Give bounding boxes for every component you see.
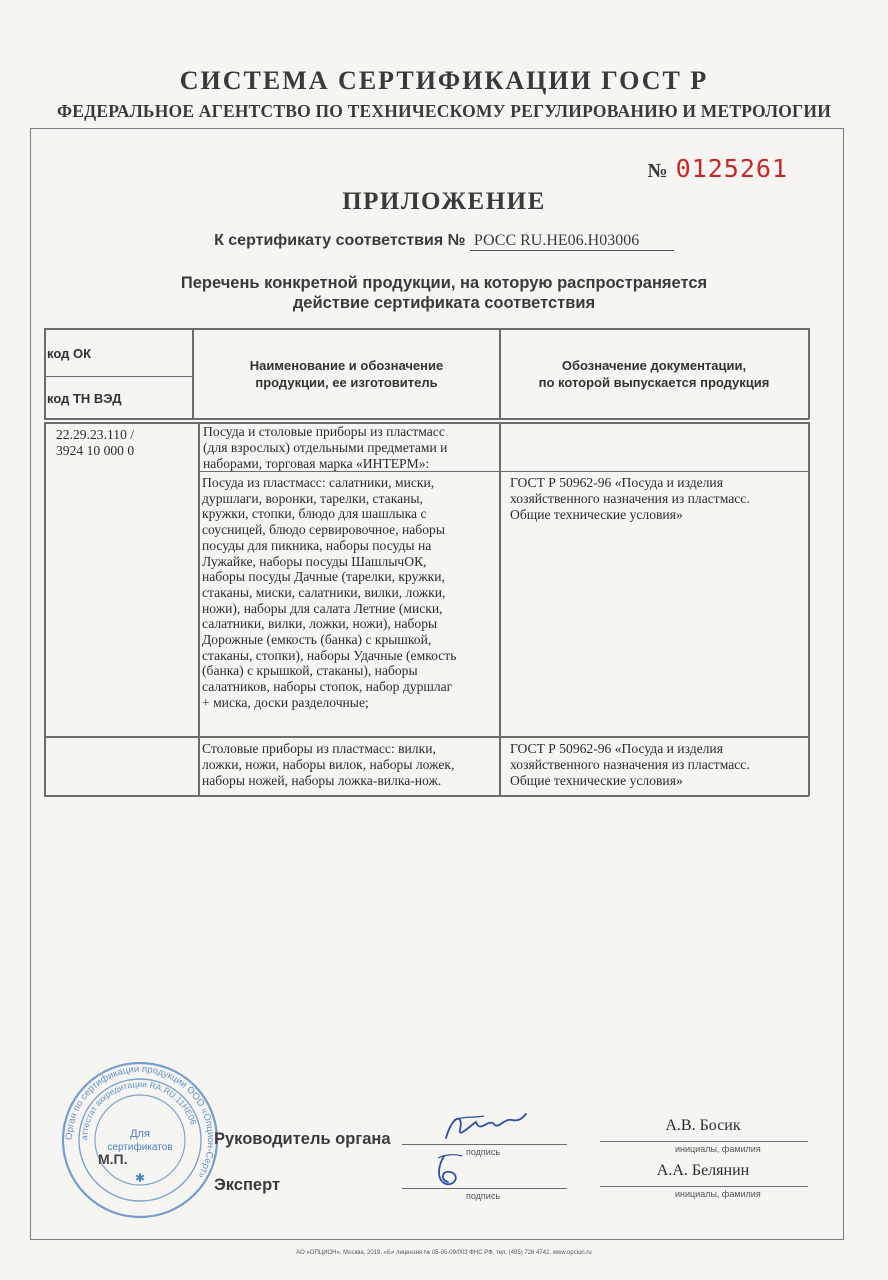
head-signature-caption: подпись (466, 1147, 501, 1157)
row-2-doc-line: хозяйственного назначения из пластмасс. (510, 490, 750, 506)
header-code-ok: код ОК (47, 346, 92, 361)
system-title: СИСТЕМА СЕРТИФИКАЦИИ ГОСТ Р (179, 66, 709, 95)
row-2-product (202, 475, 456, 711)
stamp-center-line-2: сертификатов (107, 1142, 173, 1153)
header-documentation (500, 357, 808, 391)
row-1-product (203, 424, 447, 471)
certificate-reference-value: РОСС RU.НЕ06.Н03006 (470, 232, 674, 251)
row-1-code (56, 427, 134, 459)
agency-subtitle: ФЕДЕРАЛЬНОЕ АГЕНТСТВО ПО ТЕХНИЧЕСКОМУ РЕГУЛИРОВАНИЮ И МЕТРОЛОГИИ (56, 101, 832, 121)
head-name: А.В. Босик (665, 1117, 741, 1134)
stamp-inner-text: аттестат аккредитации RA.RU.11НЕ06 (78, 1078, 199, 1141)
row-1-product-line: наборами, торговая марка «ИНТЕРМ»: (203, 455, 430, 471)
row-2-product-line: стаканы, миски, салатники, вилки, ложки, (202, 584, 446, 600)
stamp-place-label: М.П. (98, 1151, 128, 1167)
row-2-product-line: стаканы, стопки), наборы Удачные (емкость (202, 647, 457, 663)
head-signature-stroke (446, 1114, 526, 1138)
certificate-number-value: 0125261 (675, 154, 788, 183)
certificate-reference-label: К сертификату соответствия № (214, 232, 466, 249)
header-documentation-line-2: по которой выпускается продукция (538, 375, 770, 390)
row-2-product-line: Лужайке, наборы посуды ШашлычОК, (202, 553, 427, 569)
row-2-product-line: наборы посуды Дачные (тарелки, кружки, (202, 569, 445, 585)
row-1-product-line: (для взрослых) отдельными предметами и (203, 439, 448, 455)
row-2-product-line: салатников, наборы стопок, набор дуршлаг (202, 679, 453, 695)
row-1-product-line: Посуда и столовые приборы из пластмасс (203, 424, 445, 439)
row-3-product-line: ложки, ножи, наборы вилок, наборы ложек, (202, 756, 455, 772)
head-signature (440, 1108, 530, 1148)
header-documentation-line-1: Обозначение документации, (561, 358, 747, 373)
expert-signature-line (402, 1188, 567, 1189)
expert-name-line (600, 1186, 808, 1187)
head-name-line (600, 1141, 808, 1142)
row-3-product (202, 741, 454, 788)
row-3-doc-line: хозяйственного назначения из пластмасс. (510, 756, 750, 772)
certificate-number (648, 154, 788, 183)
header-product-name (194, 357, 499, 391)
expert-signature (428, 1150, 478, 1190)
row-2-product-line: Дорожные (емкость (банка) с крышкой, (202, 632, 432, 648)
expert-signature-caption: подпись (466, 1191, 501, 1201)
row-2-product-line: + миска, доски разделочные; (202, 694, 369, 710)
row-2-product-line: ножи), наборы для салата Летние (миски, (202, 600, 443, 616)
row-1-code-tnved: 3924 10 000 0 (56, 442, 135, 458)
row-3-doc-line: Общие технические условия» (510, 772, 683, 788)
row-3-documentation (510, 741, 750, 788)
row-3-product-line: наборы ножей, наборы ложка-вилка-нож. (202, 772, 442, 788)
scope-line-1: Перечень конкретной продукции, на которую распространяется (180, 274, 708, 292)
document-title: ПРИЛОЖЕНИЕ (342, 188, 546, 215)
row-2-documentation (510, 475, 750, 522)
header-product-line-2: продукции, ее изготовитель (255, 375, 438, 390)
stamp-star-icon: ✱ (134, 1171, 146, 1185)
row-2-product-line: (банка) с крышкой, стаканы), наборы (202, 663, 418, 679)
row-2-product-line: салатники, вилки, ложки, ножи), наборы (202, 616, 438, 632)
row-2-doc-line: ГОСТ Р 50962-96 «Посуда и изделия (510, 475, 723, 490)
row-2-product-line: кружки, стопки, блюдо для шашлыка с (202, 506, 427, 522)
scope-line-2: действие сертификата соответствия (292, 294, 596, 312)
header-product-line-1: Наименование и обозначение (249, 358, 444, 373)
row-1-code-ok: 22.29.23.110 / (56, 427, 135, 442)
row-2-doc-line: Общие технические условия» (510, 506, 683, 522)
head-name-caption: инициалы, фамилия (675, 1144, 761, 1154)
stamp-outer-text: Орган по сертификации продукции ООО «Опцион-Серт» (63, 1063, 217, 1181)
head-of-body-label: Руководитель органа (214, 1130, 391, 1148)
expert-signature-stroke (438, 1155, 462, 1158)
expert-name: А.А. Белянин (656, 1162, 750, 1179)
row-3-doc-line: ГОСТ Р 50962-96 «Посуда и изделия (510, 741, 723, 756)
expert-name-caption: инициалы, фамилия (675, 1189, 761, 1199)
row-2-product-line: посуды для пикника, наборы посуды на (202, 537, 432, 553)
expert-signature-stroke (439, 1156, 456, 1184)
stamp-center-line-1: Для (130, 1128, 150, 1140)
printer-imprint: АО «ОПЦИОН», Москва, 2019, «Б» лицензия № 05-05-09/003 ФНС РФ, тел. (495) 726 4742, www.opcion.ru (296, 1250, 592, 1256)
row-2-product-line: Посуда из пластмасс: салатники, миски, (202, 475, 435, 490)
row-2-product-line: соусницей, блюдо сервировочное, наборы (202, 522, 445, 538)
certification-stamp (60, 1060, 220, 1220)
row-2-product-line: дуршлаги, воронки, тарелки, стаканы, (202, 490, 423, 506)
expert-label: Эксперт (214, 1176, 281, 1194)
scope-heading (0, 273, 888, 313)
number-sign: № (647, 160, 668, 182)
row-3-product-line: Столовые приборы из пластмасс: вилки, (202, 741, 436, 756)
certificate-reference (0, 232, 888, 251)
header-code-tnved: код ТН ВЭД (47, 391, 122, 406)
